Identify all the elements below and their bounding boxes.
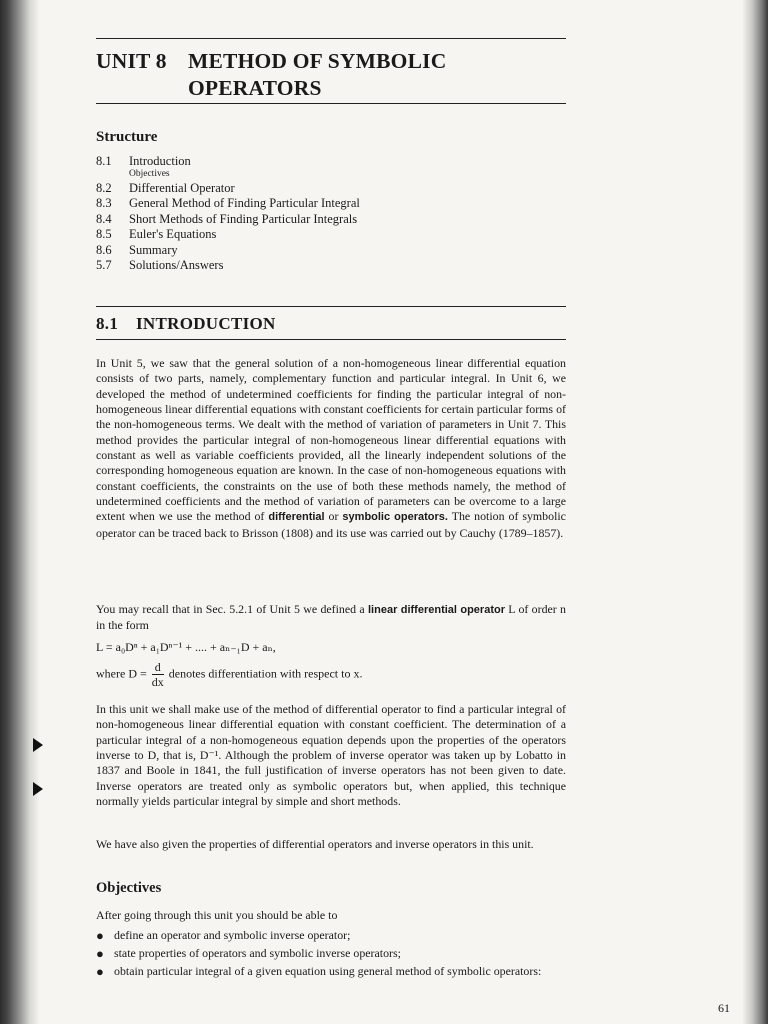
objectives-list [96,928,566,983]
toc-label: Euler's Equations [129,227,217,242]
section-title: INTRODUCTION [136,314,276,333]
bold-term: differential [268,511,325,524]
formula-text: where D = [96,666,147,681]
toc-label: Differential Operator [129,180,235,195]
derivative-definition [96,660,362,689]
bold-term: symbolic operators. [342,511,448,524]
toc-number: 8.4 [96,211,112,226]
paragraph-text: In Unit 5, we saw that the general solution of a non-homogeneous linear differential equation consists of two parts, namely, complementary function and particular integral. In Unit 6, we developed the method of undetermined coefficients for finding the particular integral of non-homogeneous linear differential equations with constant coefficients for certain particular forms of the non-homogeneous terms. We dealt with the method of variation of parameters in Unit 7. This method provides the particular integral of non-homogeneous linear differential equations with constant as well as variable coefficients provided, all the linearly independent solutions of the corresponding homogeneous equation are known. In the case of non-homogeneous equations with constant coefficients, the constraints on the use of both these methods namely, the method of undetermined coefficients and the method of variation of parameters can be overcome to a large extent when we use the method of [96,356,566,524]
bullet-icon: ● [96,928,104,943]
fraction-denominator: dx [151,675,164,689]
paragraph-text: L of order n in the form [96,602,567,633]
paragraph-text: The notion of symbolic operator can be traced back to Brisson (1808) and its use was carried out by Cauchy (1789–1857). [96,509,566,540]
toc-number: 8.5 [96,227,112,242]
title-rule [96,103,566,104]
bullet-icon: ● [96,946,104,962]
intro-paragraph-1 [96,356,566,541]
toc-label: Short Methods of Finding Particular Integrals [129,211,358,226]
intro-paragraph-2 [96,602,566,634]
objectives-intro: After going through this unit you should be able to [96,908,338,922]
section-heading [96,314,276,334]
toc-item [96,181,566,196]
structure-heading: Structure [96,129,158,145]
toc-item [96,196,566,211]
toc-subitem: Objectives [129,169,170,180]
list-item [96,964,566,979]
scan-shadow-right [742,0,768,1024]
unit-number: UNIT 8 [96,49,167,73]
list-item-text: state properties of operators and symbolic inverse operators; [114,946,401,961]
unit-title-line1: METHOD OF SYMBOLIC [188,49,447,73]
page-number: 61 [718,1001,730,1015]
list-item-text: obtain particular integral of a given equation using general method of symbolic operators: [114,964,542,979]
top-rule [96,38,566,39]
list-item-text: define an operator and symbolic inverse operator; [114,928,351,942]
section-rule-top [96,306,566,307]
list-item [96,928,566,943]
toc-item [96,154,566,169]
toc-item [96,227,566,242]
toc-number: 8.3 [96,196,112,211]
toc-number: 5.7 [96,257,112,272]
bullet-icon: ● [96,964,104,980]
list-item [96,946,566,961]
toc-item [96,258,566,273]
fraction-numerator: d [152,660,164,675]
intro-paragraph-4: We have also given the properties of differential operators and inverse operators in this unit. [96,837,534,851]
intro-paragraph-3: In this unit we shall make use of the method of differential operator to find a particular integral of non-homogeneous linear differential equation with constant coefficient. The determination of a particular integral of a non-homogeneous equation depends upon the properties of the operators inverse to D, that is, D⁻¹. Although the problem of inverse operator was taken up by Lobatto in 1837 and Boole in 1841, the full justification of inverse operators has not been given to date. Inverse operators are treated only as symbolic operators but, when applied, this technique normally yields particular integral by simple and short methods. [96,702,566,809]
section-number: 8.1 [96,314,119,333]
objectives-heading: Objectives [96,880,162,896]
bold-term: linear differential operator [368,604,505,616]
toc-number: 8.2 [96,180,112,195]
table-of-contents [96,154,566,273]
toc-item [96,243,566,258]
fraction [152,660,164,689]
toc-label: Summary [129,242,178,257]
toc-label: Solutions/Answers [129,257,224,272]
paragraph-text: or [324,509,343,524]
paragraph-text: You may recall that in Sec. 5.2.1 of Unit 5 we defined a [96,602,368,616]
unit-title-line2: OPERATORS [188,76,322,100]
margin-arrow-icon [33,738,43,752]
toc-item [96,212,566,227]
formula-text: denotes differentiation with respect to x. [168,666,363,681]
section-rule-bottom [96,339,566,340]
toc-number: 8.1 [96,154,112,168]
toc-number: 8.6 [96,242,112,257]
toc-label: General Method of Finding Particular Integral [129,196,360,211]
toc-label: Introduction [129,154,191,168]
operator-formula: L = a₀Dⁿ + a₁Dⁿ⁻¹ + .... + aₙ₋₁D + aₙ, [96,640,276,654]
unit-title [96,48,566,102]
margin-arrow-icon [33,782,43,796]
scan-shadow-left [0,0,40,1024]
